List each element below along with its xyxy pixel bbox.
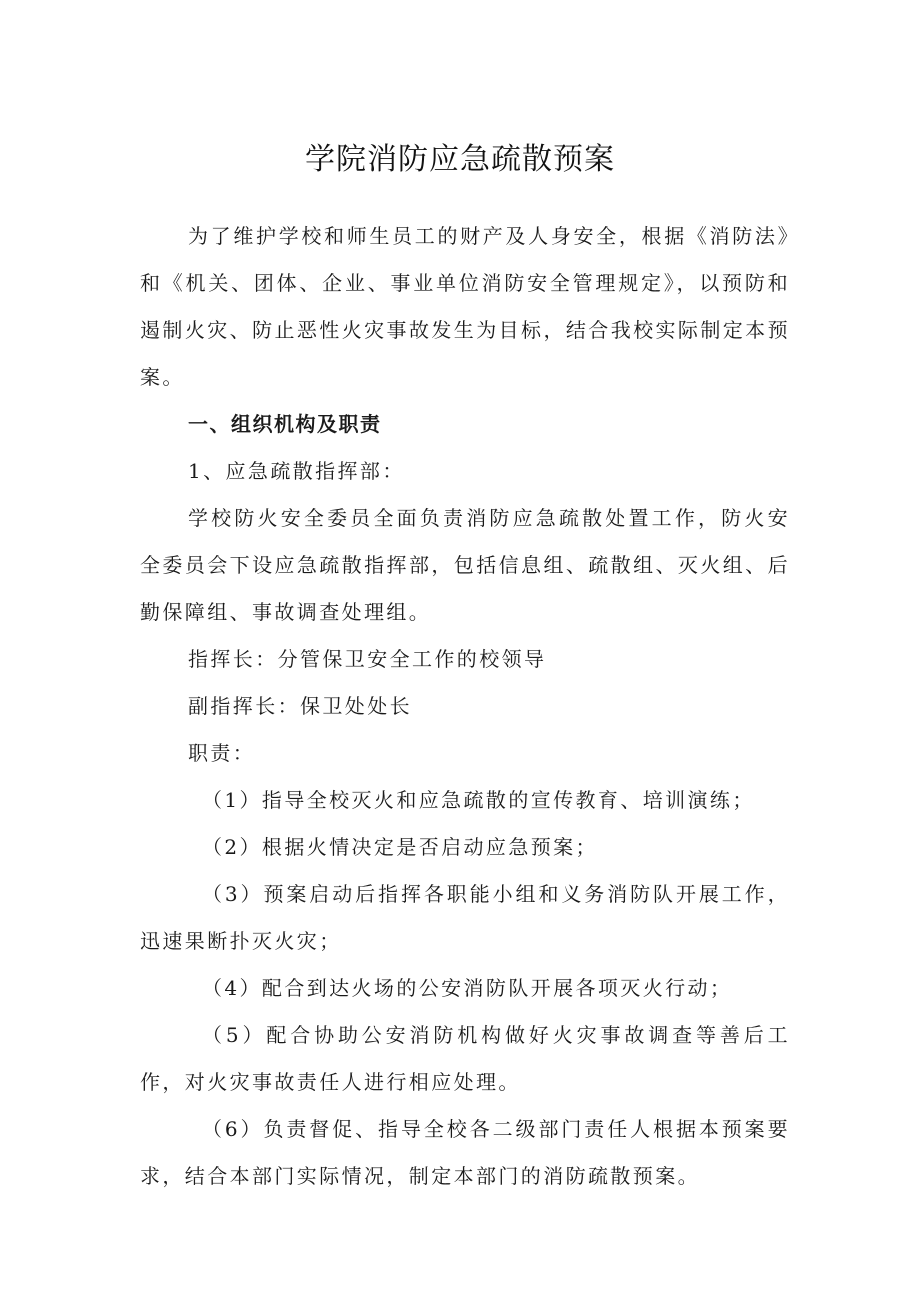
subsection-command-center: 1、应急疏散指挥部： — [188, 459, 405, 483]
duty-item-1: （1）指导全校灭火和应急疏散的宣传教育、培训演练； — [202, 788, 755, 812]
document-body — [140, 213, 790, 1200]
duty-item-3: （3）预案启动后指挥各职能小组和义务消防队开展工作，迅速果断扑灭火灾； — [140, 882, 790, 953]
commander-line: 指挥长：分管保卫安全工作的校领导 — [188, 647, 547, 671]
intro-paragraph: 为了维护学校和师生员工的财产及人身安全，根据《消防法》和《机关、团体、企业、事业单位消防安全管理规定》，以预防和遏制火灾、防止恶性火灾事故发生为目标，结合我校实际制定本预案。 — [140, 224, 790, 389]
section-heading-organization: 一、组织机构及职责 — [188, 412, 382, 436]
duty-item-2: （2）根据火情决定是否启动应急预案； — [202, 835, 598, 859]
document-title: 学院消防应急疏散预案 — [305, 142, 615, 177]
deputy-commander-line: 副指挥长：保卫处处长 — [188, 694, 412, 718]
duties-label: 职责： — [188, 741, 256, 765]
duty-item-5: （5）配合协助公安消防机构做好火灾事故调查等善后工作，对火灾事故责任人进行相应处理。 — [140, 1023, 790, 1094]
duty-item-4: （4）配合到达火场的公安消防队开展各项灭火行动； — [202, 976, 733, 1000]
command-center-description: 学校防火安全委员全面负责消防应急疏散处置工作，防火安全委员会下设应急疏散指挥部，包括信息组、疏散组、灭火组、后勤保障组、事故调查处理组。 — [140, 506, 790, 624]
duty-item-6: （6）负责督促、指导全校各二级部门责任人根据本预案要求，结合本部门实际情况，制定本部门的消防疏散预案。 — [140, 1117, 790, 1188]
